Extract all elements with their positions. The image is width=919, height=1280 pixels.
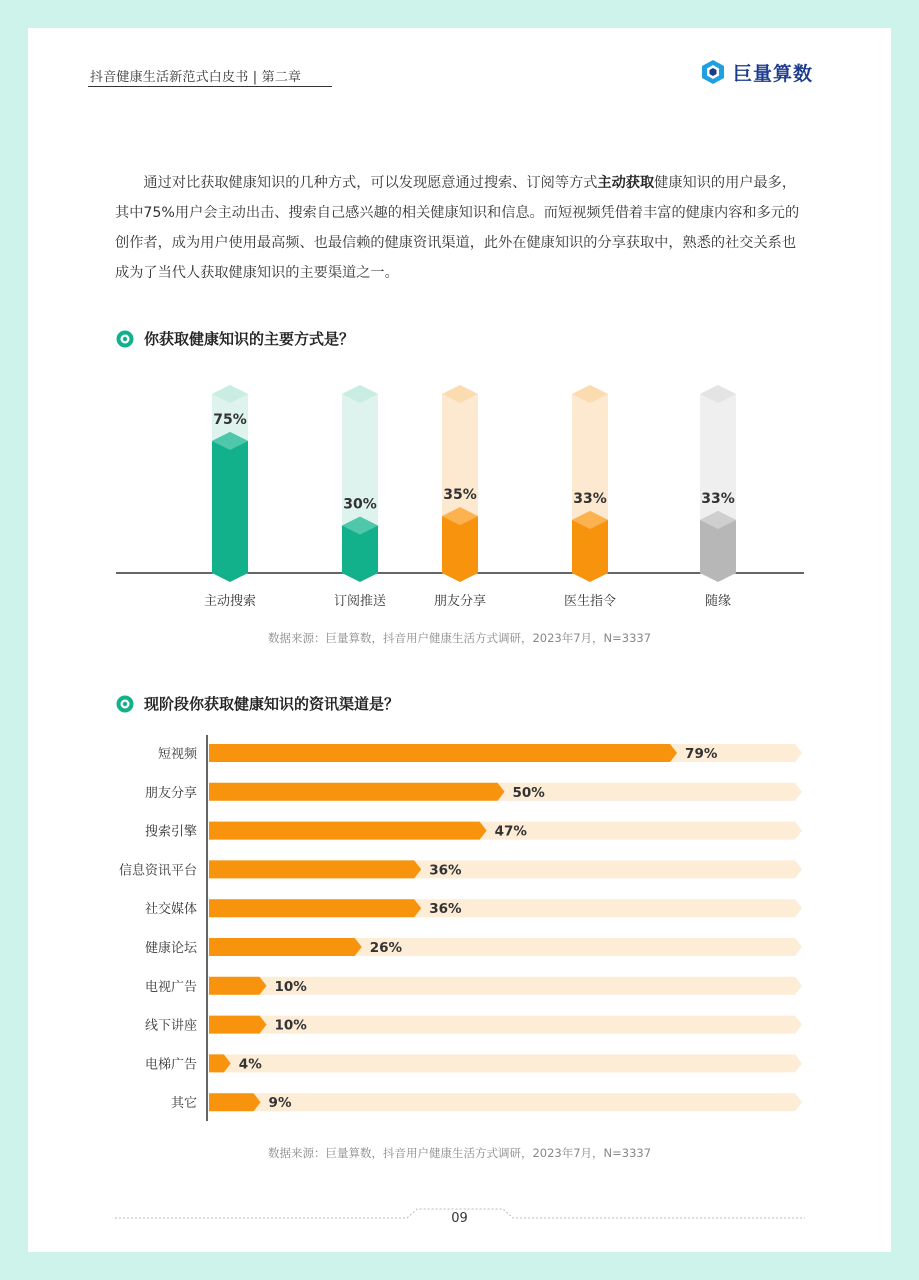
bar-row <box>145 899 802 917</box>
category-label: 线下讲座 <box>144 1018 197 1034</box>
bar-row <box>145 822 802 840</box>
brand-logo <box>699 58 813 86</box>
category-label: 朋友分享 <box>144 785 197 801</box>
category-label: 医生指令 <box>563 594 617 609</box>
bar-row <box>119 860 802 878</box>
data-label: 10% <box>274 1017 307 1034</box>
bar <box>209 899 421 917</box>
data-label: 33% <box>573 490 607 507</box>
category-label: 订阅推送 <box>333 594 387 609</box>
data-label: 26% <box>369 940 403 956</box>
bar <box>209 860 421 878</box>
intro-paragraph <box>115 168 805 288</box>
category-label: 社交媒体 <box>144 902 197 918</box>
bar-row <box>145 783 802 801</box>
data-label: 47% <box>494 823 527 840</box>
data-label: 36% <box>429 901 462 918</box>
intro-text-1: 通过对比获取健康知识的几种方式，可以发现愿意通过搜索、订阅等方式 <box>143 175 598 191</box>
section1-source: 数据来源：巨量算数，抖音用户健康生活方式调研，2023年7月，N=3337 <box>267 631 652 645</box>
intro-text-2: 健康知识的用户最多，其中75%用户会主动出击、搜索自己感兴趣的相关健康知识和信息。而短视频凭借着丰富的健康内容和多元的创作者，成为用户使用最高频、也最信赖的健康资讯渠道，此外在健康知识的分享获取中，熟悉的社交关系也成为了当代人获取健康知识的主要渠道之一。 <box>115 175 800 281</box>
bar <box>209 938 362 956</box>
category-label: 随缘 <box>704 594 732 609</box>
data-label: 9% <box>268 1095 292 1112</box>
category-label: 短视频 <box>157 747 197 762</box>
bar <box>209 977 267 995</box>
bar-group <box>334 385 386 609</box>
section1-heading <box>116 328 354 349</box>
bar-group <box>434 385 486 609</box>
intro-bold: 主动获取 <box>597 175 655 191</box>
data-label: 35% <box>443 487 477 504</box>
section1-title: 你获取健康知识的主要方式是？ <box>144 330 355 348</box>
bar-row <box>145 1016 802 1034</box>
bar <box>209 783 505 801</box>
data-label: 4% <box>238 1056 262 1073</box>
bar-row <box>158 744 802 762</box>
data-label: 10% <box>274 978 307 995</box>
channel-chart <box>100 735 820 1127</box>
category-label: 信息资讯平台 <box>118 863 197 879</box>
data-label: 33% <box>701 490 735 507</box>
data-label: 36% <box>429 862 462 879</box>
category-label: 朋友分享 <box>433 594 487 609</box>
data-label: 50% <box>512 784 545 801</box>
data-label: 79% <box>685 746 718 762</box>
page-number: 09 <box>451 1211 468 1226</box>
category-label: 其它 <box>170 1096 197 1112</box>
bar-group <box>700 385 736 609</box>
category-label: 搜索引擎 <box>144 824 197 840</box>
data-label: 30% <box>343 496 377 513</box>
logo-text: 巨量算数 <box>733 62 814 85</box>
bar-row <box>145 1054 802 1072</box>
target-icon <box>116 330 134 348</box>
data-label: 75% <box>213 412 247 428</box>
bar <box>209 822 487 840</box>
bar-track <box>209 1093 802 1111</box>
bar-row <box>145 977 802 995</box>
category-label: 主动搜索 <box>203 594 257 609</box>
bar-track <box>209 1054 802 1072</box>
bar-group <box>204 385 256 609</box>
logo-icon <box>699 58 727 86</box>
section2-source: 数据来源：巨量算数，抖音用户健康生活方式调研，2023年7月，N=3337 <box>267 1146 652 1160</box>
document-title: 抖音健康生活新范式白皮书 | 第二章 <box>90 70 302 85</box>
title-underline <box>88 86 332 87</box>
target-icon <box>116 695 134 713</box>
bar <box>209 744 677 762</box>
category-label: 电梯广告 <box>144 1057 197 1073</box>
category-label: 健康论坛 <box>144 941 197 956</box>
bar-row <box>145 938 802 956</box>
section2-title: 现阶段你获取健康知识的资讯渠道是？ <box>144 695 400 713</box>
method-chart <box>100 360 820 620</box>
bar-row <box>171 1093 802 1111</box>
bar <box>209 1093 261 1111</box>
bar-group <box>564 385 616 609</box>
section2-heading <box>116 693 399 714</box>
bar <box>209 1016 267 1034</box>
bar <box>212 432 248 582</box>
category-label: 电视广告 <box>144 979 197 995</box>
